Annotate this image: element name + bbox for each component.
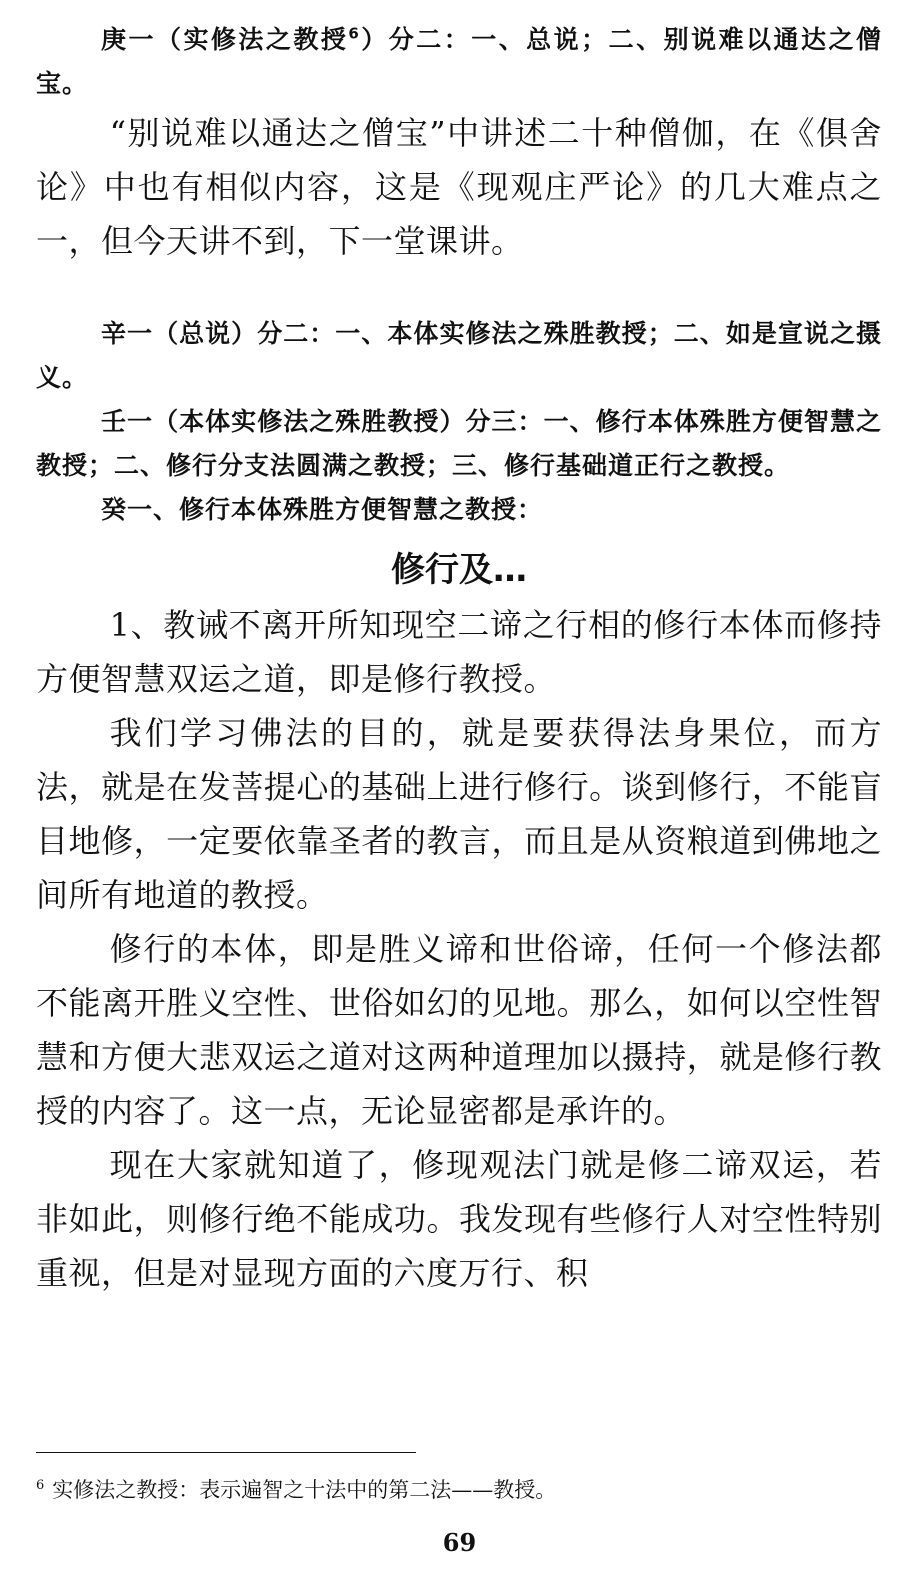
heading-ren-yi: 壬一（本体实修法之殊胜教授）分三：一、修行本体殊胜方便智慧之教授；二、修行分支法圆满之教授；三、修行基础道正行之教授。 (36, 407, 882, 480)
footnote (36, 1470, 882, 1506)
page-body (36, 18, 882, 1300)
paragraph-two-truths: 修行的本体，即是胜义谛和世俗谛，任何一个修法都不能离开胜义空性、世俗如幻的见地。那么，如何以空性智慧和方便大悲双运之道对这两种道理加以摄持，就是修行教授的内容了。这一点，无论显密都是承许的。 (36, 930, 882, 1130)
heading-gui-yi: 癸一、修行本体殊胜方便智慧之教授： (101, 495, 544, 524)
paragraph-practice: 现在大家就知道了，修现观法门就是修二谛双运，若非如此，则修行绝不能成功。我发现有些修行人对空性特别重视，但是对显现方面的六度万行、积 (36, 1146, 882, 1292)
footnote-reference[interactable]: 6 (348, 24, 360, 43)
footnote-divider (36, 1452, 416, 1453)
heading-geng-yi-rest: ）分二：一、总说；二、别说难以通达之僧宝。 (36, 25, 882, 98)
spacer (36, 532, 882, 542)
footnote-mark: 6 (36, 1478, 45, 1493)
paragraph-sangha: “别说难以通达之僧宝”中讲述二十种僧伽，在《俱舍论》中也有相似内容，这是《现观庄严论》的几大难点之一，但今天讲不到，下一堂课讲。 (36, 114, 882, 260)
page-number: 69 (442, 1528, 477, 1557)
heading-xin-yi: 辛一（总说）分二：一、本体实修法之殊胜教授；二、如是宣说之摄义。 (36, 319, 882, 392)
heading-geng-yi (36, 18, 882, 106)
footnote-text: 实修法之教授：表示遍智之十法中的第二法——教授。 (52, 1478, 557, 1502)
paragraph-instruction: 1、教诫不离开所知现空二谛之行相的修行本体而修持方便智慧双运之道，即是修行教授。 (36, 606, 882, 698)
section-title: 修行及… (391, 550, 527, 590)
spacer (36, 268, 882, 312)
paragraph-purpose: 我们学习佛法的目的，就是要获得法身果位，而方法，就是在发菩提心的基础上进行修行。谈到修行，不能盲目地修，一定要依靠圣者的教言，而且是从资粮道到佛地之间所有地道的教授。 (36, 714, 882, 914)
heading-geng-yi-text: 庚一（实修法之教授 (101, 25, 349, 54)
